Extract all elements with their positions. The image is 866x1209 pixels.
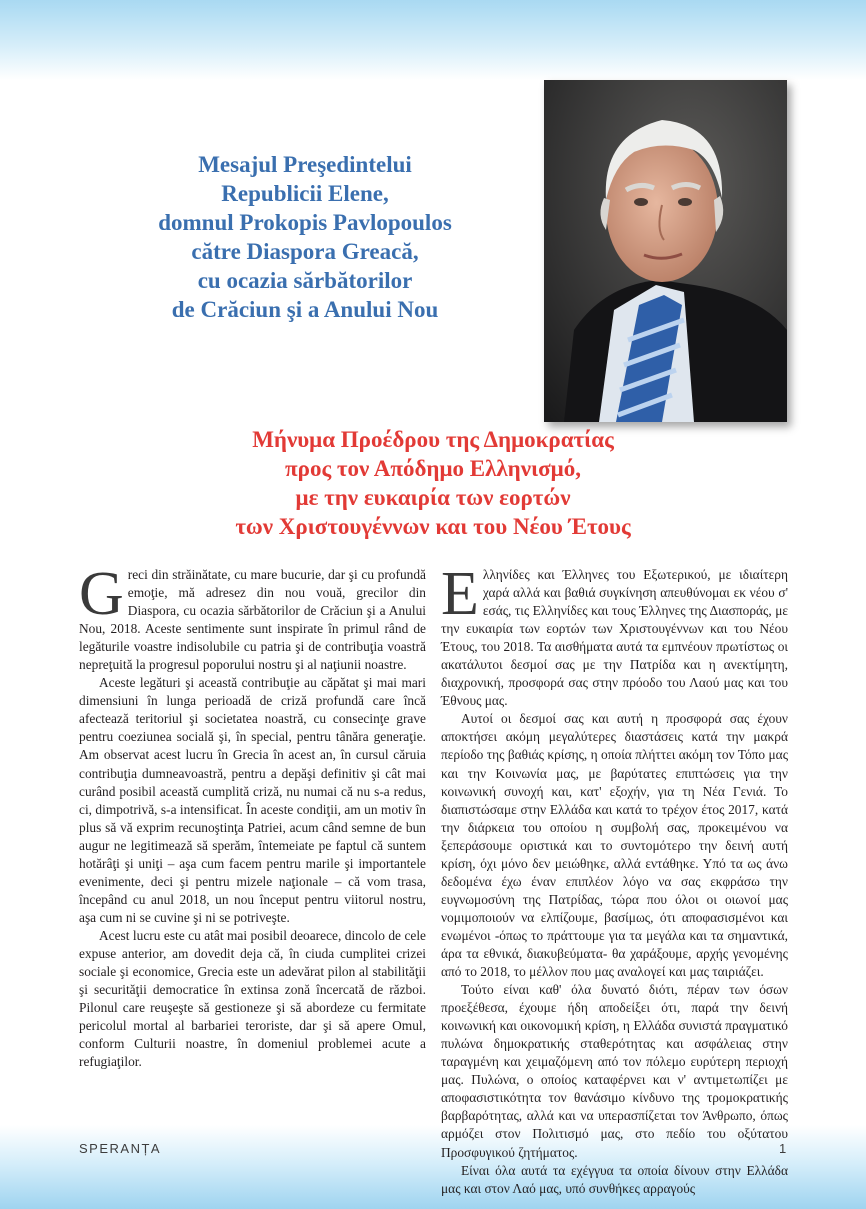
paragraph: Aceste legături şi această contribuţie au căpătat şi mai mari dimensiuni în lunga perioadă de criză profundă care încă afectează teritoriul şi societatea noastră, cu consecinţe grave pentru coeziunea socială şi, în special, pentru tânăra generaţie. Am observat acest lucru în Grecia în acest an, în cursul căruia contribuţia dumneavoastră, pentru a depăşi definitiv şi cât mai curând posibil această cumplită criză, nu numai că nu s-a redus, ci, dimpotrivă, s-a intensificat. În aceste condiţii, am un motiv în plus să vă exprim recunoştinţa Patriei, acum când semne de bun augur ne legitimează să sperăm, întemeiate pe faptul că suntem hotărâţi şi uniţi – aşa cum facem pentru marile şi importantele evenimente, deci şi pentru mizele naţionale – că vom trasa, începând cu anul 2018, un nou început pentru viitorul nostru, aşa cum ni se cuvine şi ni se potriveşte. bbox=[79, 675, 426, 925]
paragraph-text: reci din străinătate, cu mare bucurie, dar şi cu profundă emoţie, mă adresez din nou vouă, grecilor din Diaspora, cu ocazia sărbătorilor de Crăciun şi a Anului Nou, 2018. Aceste sentimente sunt inspirate în primul rând de legăturile voastre indisolubile cu patria şi de contribuţia voastră nepreţuită la progresul poporului nostru şi al naţiunii noastre. bbox=[79, 567, 426, 673]
greek-text-column bbox=[441, 560, 788, 1196]
romanian-title-line: de Crăciun şi a Anului Nou bbox=[171, 297, 439, 322]
paragraph bbox=[79, 560, 426, 674]
drop-cap: G bbox=[79, 560, 124, 628]
paragraph-text: λληνίδες και Έλληνες του Εξωτερικού, με ιδιαίτερη χαρά αλλά και βαθιά συγκίνηση απευθύνομαι εκ νέου σ' εσάς, τις Ελληνίδες και τους Έλληνες της Διασποράς, με την ευκαιρία των εορτών των Χριστουγέννων και του Νέου Έτους, του 2018. Τα αισθήματα αυτά τα εμπνέουν πρωτίστως οι ακατάλυτοι δεσμοί σας με την Πατρίδα και η ανεκτίμητη, διαχρονική, προσφορά σας στην πρόοδο του Λαού μας και του Έθνους μας. bbox=[441, 567, 788, 709]
greek-title-line: Μήνυμα Προέδρου της Δημοκρατίας bbox=[252, 427, 614, 452]
romanian-title-line: cu ocazia sărbătorilor bbox=[197, 268, 413, 293]
portrait-illustration bbox=[544, 80, 787, 422]
drop-cap: Ε bbox=[441, 560, 479, 628]
paragraph: Acest lucru este cu atât mai posibil deoarece, dincolo de cele expuse anterior, am dovedit deja că, în ciuda cumplitei crizei sociale şi economice, Grecia este un adevărat pilon al stabilităţii şi securităţii democratice în extinsa zonă încercată de război. Pilonul care reuşeşte să gestioneze şi să abordeze cu fermitate pericolul mortal al barbariei teroriste, dar şi să apere Omul, conform Culturii noastre, în domeniul problemei acute a refugiaţilor. bbox=[79, 927, 426, 1070]
greek-title-line: με την ευκαιρία των εορτών bbox=[295, 485, 571, 510]
greek-title-line: προς τον Απόδημο Ελληνισμό, bbox=[285, 456, 581, 481]
page-number: 1 bbox=[779, 1141, 787, 1156]
publication-name: SPERANȚA bbox=[79, 1141, 162, 1156]
top-gradient-band bbox=[0, 0, 866, 80]
president-portrait-photo bbox=[544, 80, 787, 422]
romanian-title-line: Republicii Elene, bbox=[221, 181, 389, 206]
paragraph: Τούτο είναι καθ' όλα δυνατό διότι, πέραν των όσων προεξέθεσα, έχουμε ήδη αποδείξει ότι, παρά την δεινή κοινωνική και οικονομική κρίση, η Ελλάδα συνιστά πραγματικό πυλώνα δημοκρατικής σταθερότητας και ασφάλειας στην ταραγμένη και χειμαζόμενη από τον πόλεμο ευρύτερη περιοχή μας. Πυλώνα, ο οποίος καταφέρνει και ν' αντιμετωπίζει με αποφασιστικότητα τον θανάσιμο κίνδυνο της τρομοκρατικής βαρβαρότητας, αλλά και να υπερασπίζεται τον Άνθρωπο, όπως αρμόζει στον Πολιτισμό μας, στο πεδίο του οξύτατου Προσφυγικού ζητήματος. bbox=[441, 982, 788, 1160]
romanian-title-line: către Diaspora Greacă, bbox=[191, 239, 419, 264]
romanian-text-column bbox=[79, 560, 426, 1136]
paragraph bbox=[441, 560, 788, 710]
romanian-title-line: domnul Prokopis Pavlopoulos bbox=[158, 210, 452, 235]
romanian-title-line: Mesajul Preşedintelui bbox=[198, 152, 412, 177]
romanian-title bbox=[100, 150, 510, 324]
greek-title-line: των Χριστουγέννων και του Νέου Έτους bbox=[235, 514, 631, 539]
paragraph: Είναι όλα αυτά τα εχέγγυα τα οποία δίνουν στην Ελλάδα μας και στον Λαό μας, υπό συνθήκες αρραγούς bbox=[441, 1162, 788, 1196]
greek-title bbox=[140, 425, 726, 541]
paragraph: Αυτοί οι δεσμοί σας και αυτή η προσφορά σας έχουν αποκτήσει ακόμη μεγαλύτερες διαστάσεις κατά την μακρά περίοδο της βαθιάς κρίσης, η οποία πλήττει ακόμη τον Τόπο μας και την Κοινωνία μας, με βαρύτατες επιπτώσεις για την κοινωνική συνοχή και, κατ' εξοχήν, για τη Νέα Γενιά. Το διαπιστώσαμε στην Ελλάδα και κατά το τρέχον έτος 2017, κατά την διάρκεια του οποίου η συμβολή σας, προκειμένου να ξεπεράσουμε οριστικά και το συντομότερο την δεινή αυτή κρίση, όχι μόνο δεν μειώθηκε, αλλά εντάθηκε. Υπό τα ως άνω δεδομένα έχω έναν επιπλέον λόγο να σας εκφράσω την ευγνωμοσύνη της Πατρίδας, τώρα που όλοι οι οιωνοί μας νομιμοποιούν να ελπίζουμε, βασίμως, ότι αποφασισμένοι και ενωμένοι -όπως το πράττουμε για τα μεγάλα και τα σημαντικά, άρα τα εθνικά, διακυβεύματα- θα χαράξουμε, αρχής γενομένης από το 2018, το μέλλον που μας αναλογεί και μας ταιριάζει. bbox=[441, 711, 788, 980]
